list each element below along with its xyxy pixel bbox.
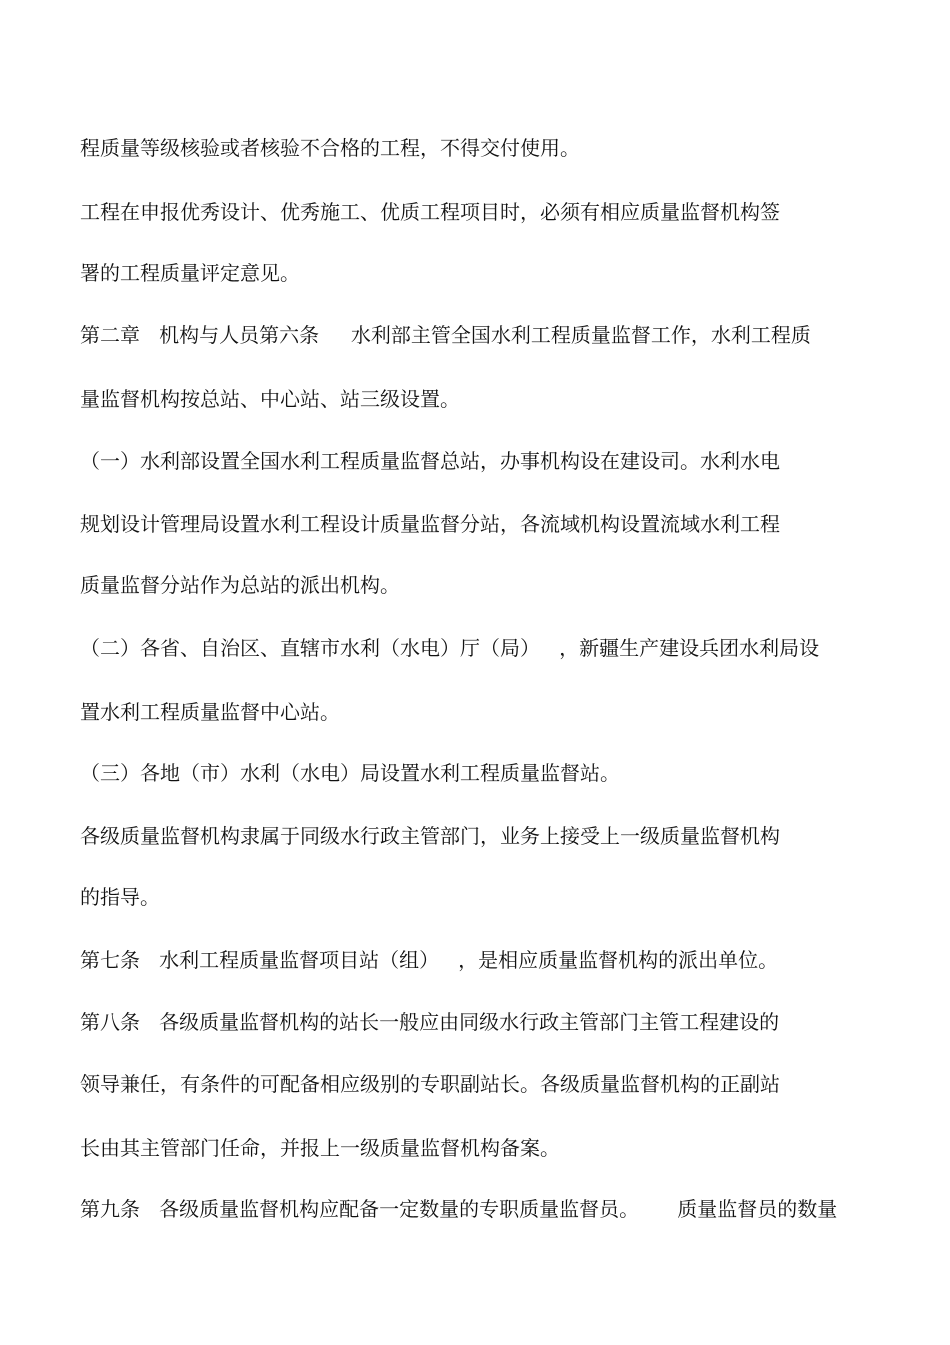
- text-line-4: 第二章 机构与人员第六条 水利部主管全国水利工程质量监督工作，水利工程质: [80, 323, 811, 347]
- text-line-8: 质量监督分站作为总站的派出机构。: [80, 573, 400, 597]
- text-line-5: 量监督机构按总站、中心站、站三级设置。: [80, 387, 460, 411]
- text-line-3: 署的工程质量评定意见。: [80, 261, 300, 285]
- text-line-13: 的指导。: [80, 885, 160, 909]
- text-line-17: 长由其主管部门任命，并报上一级质量监督机构备案。: [80, 1136, 560, 1160]
- text-line-12: 各级质量监督机构隶属于同级水行政主管部门，业务上接受上一级质量监督机构: [80, 824, 780, 848]
- text-line-7: 规划设计管理局设置水利工程设计质量监督分站，各流域机构设置流域水利工程: [80, 512, 780, 536]
- text-line-10: 置水利工程质量监督中心站。: [80, 700, 340, 724]
- text-line-14: 第七条 水利工程质量监督项目站（组） ，是相应质量监督机构的派出单位。: [80, 948, 779, 972]
- text-line-1: 程质量等级核验或者核验不合格的工程，不得交付使用。: [80, 136, 580, 160]
- text-line-18: 第九条 各级质量监督机构应配备一定数量的专职质量监督员。 质量监督员的数量: [80, 1197, 838, 1221]
- text-line-6: （一）水利部设置全国水利工程质量监督总站，办事机构设在建设司。水利水电: [80, 449, 780, 473]
- text-line-16: 领导兼任，有条件的可配备相应级别的专职副站长。各级质量监督机构的正副站: [80, 1072, 780, 1096]
- text-line-9: （二）各省、自治区、直辖市水利（水电）厅（局） ，新疆生产建设兵团水利局设: [80, 636, 820, 660]
- text-line-2: 工程在申报优秀设计、优秀施工、优质工程项目时，必须有相应质量监督机构签: [80, 200, 780, 224]
- text-line-15: 第八条 各级质量监督机构的站长一般应由同级水行政主管部门主管工程建设的: [80, 1010, 780, 1034]
- text-line-11: （三）各地（市）水利（水电）局设置水利工程质量监督站。: [80, 761, 620, 785]
